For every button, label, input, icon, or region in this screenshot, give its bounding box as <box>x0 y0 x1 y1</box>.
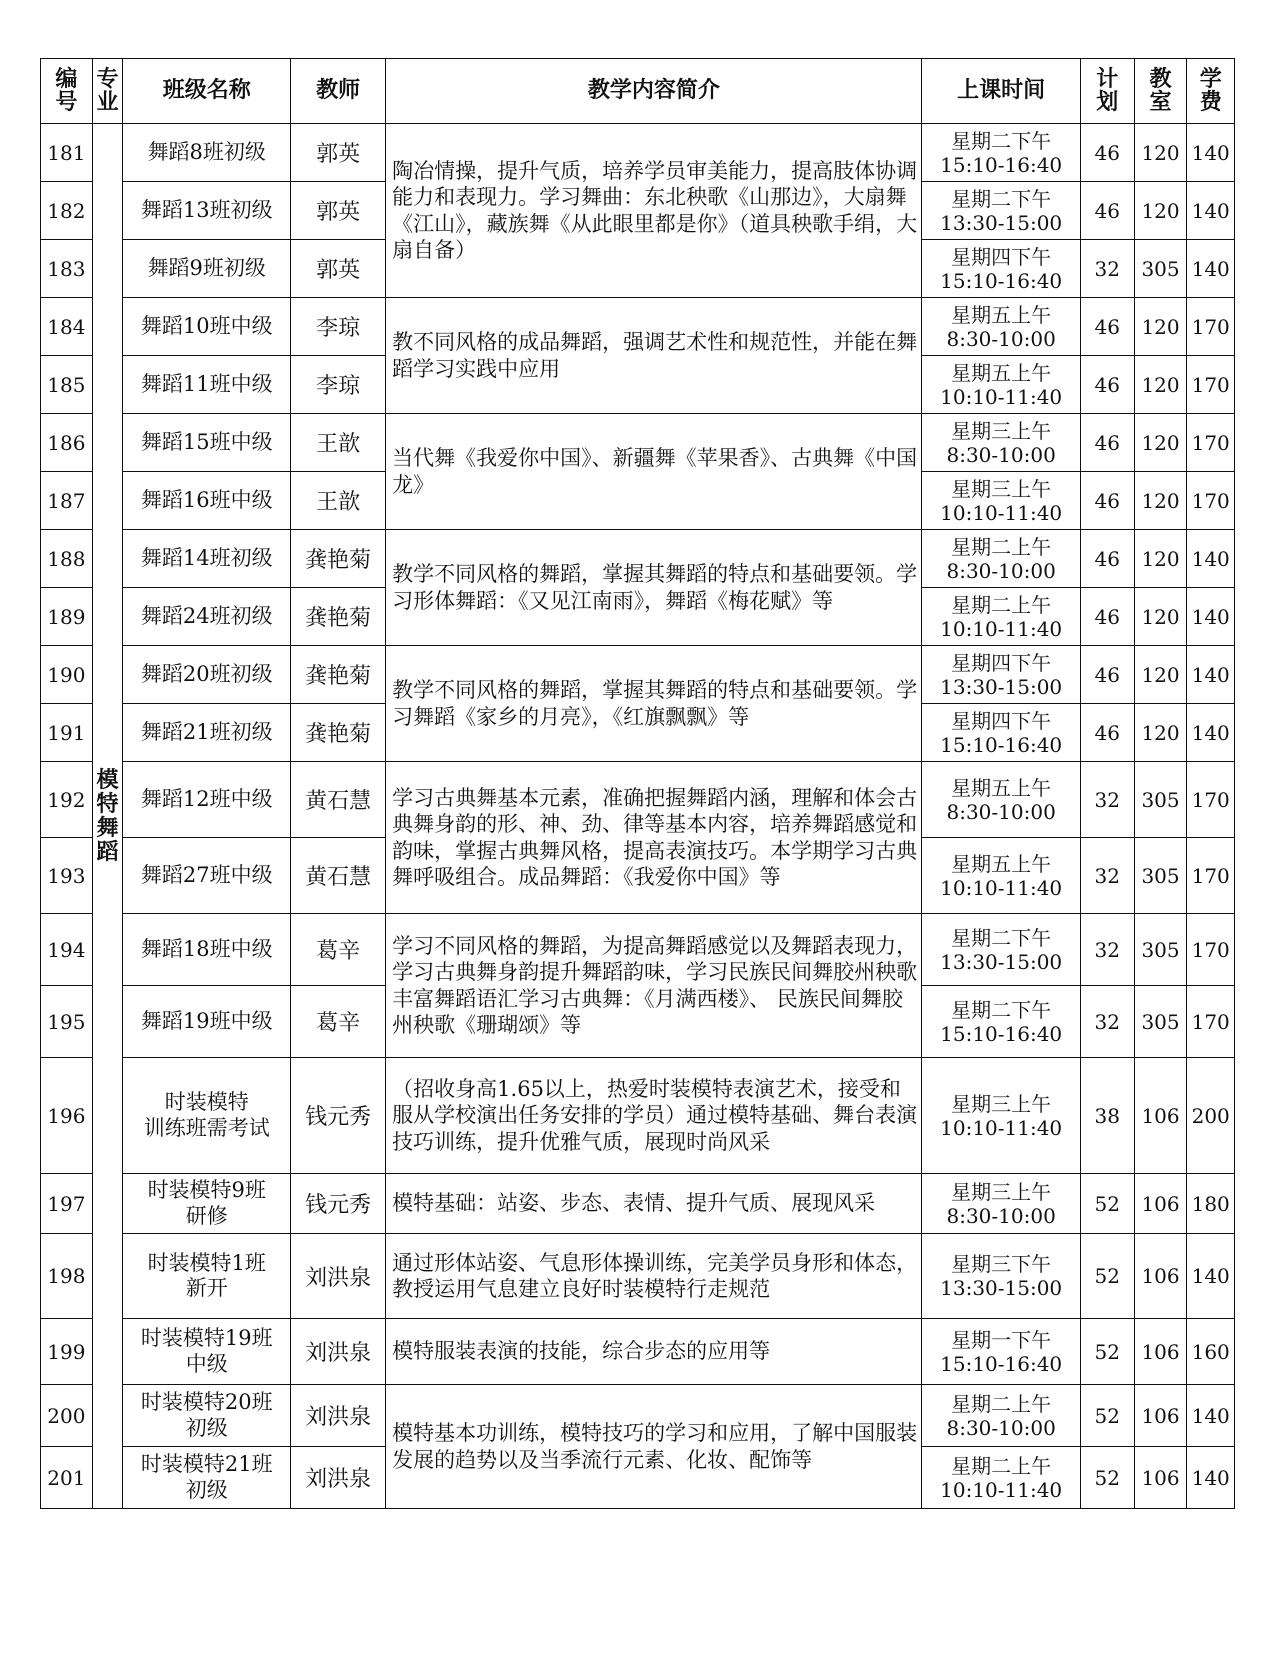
fee: 170 <box>1187 914 1235 986</box>
class-name: 时装模特19班 中级 <box>123 1319 291 1385</box>
fee: 170 <box>1187 838 1235 914</box>
fee: 170 <box>1187 762 1235 838</box>
row-no: 182 <box>41 182 93 240</box>
header-class-name: 班级名称 <box>123 59 291 124</box>
class-name: 舞蹈20班初级 <box>123 646 291 704</box>
row-no: 190 <box>41 646 93 704</box>
plan: 52 <box>1080 1234 1134 1319</box>
fee: 170 <box>1187 356 1235 414</box>
description: 模特基本功训练，模特技巧的学习和应用，了解中国服装发展的趋势以及当季流行元素、化妆、配饰等 <box>386 1385 922 1509</box>
room: 106 <box>1134 1058 1187 1174</box>
table-row <box>41 914 1235 986</box>
header-major: 专业 <box>92 59 123 124</box>
plan: 32 <box>1080 240 1134 298</box>
schedule: 星期二上午 8:30-10:00 <box>922 530 1080 588</box>
plan: 46 <box>1080 530 1134 588</box>
fee: 180 <box>1187 1174 1235 1234</box>
schedule: 星期一下午 15:10-16:40 <box>922 1319 1080 1385</box>
class-name: 舞蹈27班中级 <box>123 838 291 914</box>
schedule: 星期三上午 10:10-11:40 <box>922 1058 1080 1174</box>
class-name: 舞蹈21班初级 <box>123 704 291 762</box>
row-no: 181 <box>41 124 93 182</box>
class-name: 舞蹈9班初级 <box>123 240 291 298</box>
table-row <box>41 1234 1235 1319</box>
table-row <box>41 530 1235 588</box>
room: 120 <box>1134 472 1187 530</box>
table-row <box>41 414 1235 472</box>
row-no: 195 <box>41 986 93 1058</box>
plan: 32 <box>1080 838 1134 914</box>
plan: 46 <box>1080 472 1134 530</box>
class-name: 时装模特20班 初级 <box>123 1385 291 1447</box>
description: 模特基础：站姿、步态、表情、提升气质、展现风采 <box>386 1174 922 1234</box>
row-no: 194 <box>41 914 93 986</box>
fee: 140 <box>1187 646 1235 704</box>
class-name: 舞蹈19班中级 <box>123 986 291 1058</box>
plan: 46 <box>1080 414 1134 472</box>
teacher: 钱元秀 <box>291 1058 386 1174</box>
teacher: 刘洪泉 <box>291 1447 386 1509</box>
table-row <box>41 1319 1235 1385</box>
teacher: 王歆 <box>291 414 386 472</box>
fee: 170 <box>1187 472 1235 530</box>
plan: 32 <box>1080 762 1134 838</box>
teacher: 李琼 <box>291 298 386 356</box>
schedule: 星期四下午 13:30-15:00 <box>922 646 1080 704</box>
plan: 46 <box>1080 588 1134 646</box>
fee: 140 <box>1187 1234 1235 1319</box>
room: 106 <box>1134 1447 1187 1509</box>
plan: 52 <box>1080 1447 1134 1509</box>
class-name: 舞蹈11班中级 <box>123 356 291 414</box>
plan: 32 <box>1080 986 1134 1058</box>
header-fee: 学费 <box>1187 59 1235 124</box>
room: 305 <box>1134 838 1187 914</box>
teacher: 李琼 <box>291 356 386 414</box>
room: 106 <box>1134 1174 1187 1234</box>
schedule: 星期二下午 15:10-16:40 <box>922 986 1080 1058</box>
teacher: 龚艳菊 <box>291 704 386 762</box>
plan: 46 <box>1080 646 1134 704</box>
plan: 46 <box>1080 124 1134 182</box>
schedule: 星期二下午 13:30-15:00 <box>922 914 1080 986</box>
room: 120 <box>1134 124 1187 182</box>
plan: 38 <box>1080 1058 1134 1174</box>
class-name: 舞蹈16班中级 <box>123 472 291 530</box>
teacher: 郭英 <box>291 240 386 298</box>
fee: 140 <box>1187 240 1235 298</box>
schedule: 星期五上午 8:30-10:00 <box>922 298 1080 356</box>
schedule: 星期二下午 13:30-15:00 <box>922 182 1080 240</box>
class-name: 舞蹈13班初级 <box>123 182 291 240</box>
row-no: 187 <box>41 472 93 530</box>
teacher: 郭英 <box>291 182 386 240</box>
description: 当代舞《我爱你中国》、新疆舞《苹果香》、古典舞《中国龙》 <box>386 414 922 530</box>
room: 305 <box>1134 914 1187 986</box>
teacher: 刘洪泉 <box>291 1319 386 1385</box>
teacher: 郭英 <box>291 124 386 182</box>
room: 120 <box>1134 646 1187 704</box>
description: （招收身高1.65以上，热爱时装模特表演艺术，接受和服从学校演出任务安排的学员）通过模特基础、舞台表演技巧训练，提升优雅气质，展现时尚风采 <box>386 1058 922 1174</box>
row-no: 192 <box>41 762 93 838</box>
schedule: 星期三下午 13:30-15:00 <box>922 1234 1080 1319</box>
plan: 46 <box>1080 704 1134 762</box>
row-no: 197 <box>41 1174 93 1234</box>
teacher: 钱元秀 <box>291 1174 386 1234</box>
description: 教学不同风格的舞蹈，掌握其舞蹈的特点和基础要领。学习舞蹈《家乡的月亮》，《红旗飘飘》等 <box>386 646 922 762</box>
room: 120 <box>1134 182 1187 240</box>
schedule: 星期二下午 15:10-16:40 <box>922 124 1080 182</box>
header-content: 教学内容简介 <box>386 59 922 124</box>
schedule: 星期五上午 10:10-11:40 <box>922 356 1080 414</box>
schedule: 星期五上午 8:30-10:00 <box>922 762 1080 838</box>
table-row <box>41 1058 1235 1174</box>
fee: 140 <box>1187 588 1235 646</box>
class-name: 舞蹈18班中级 <box>123 914 291 986</box>
description: 教不同风格的成品舞蹈，强调艺术性和规范性，并能在舞蹈学习实践中应用 <box>386 298 922 414</box>
teacher: 龚艳菊 <box>291 588 386 646</box>
fee: 140 <box>1187 182 1235 240</box>
room: 120 <box>1134 530 1187 588</box>
teacher: 龚艳菊 <box>291 530 386 588</box>
plan: 52 <box>1080 1319 1134 1385</box>
row-no: 191 <box>41 704 93 762</box>
teacher: 龚艳菊 <box>291 646 386 704</box>
plan: 46 <box>1080 182 1134 240</box>
plan: 52 <box>1080 1174 1134 1234</box>
row-no: 189 <box>41 588 93 646</box>
class-name: 舞蹈10班中级 <box>123 298 291 356</box>
description: 陶冶情操，提升气质，培养学员审美能力，提高肢体协调能力和表现力。学习舞曲：东北秧歌《山那边》，大扇舞《江山》，藏族舞《从此眼里都是你》（道具秧歌手绢，大扇自备） <box>386 124 922 298</box>
header-teacher: 教师 <box>291 59 386 124</box>
fee: 140 <box>1187 1447 1235 1509</box>
class-name: 舞蹈12班中级 <box>123 762 291 838</box>
fee: 200 <box>1187 1058 1235 1174</box>
room: 120 <box>1134 356 1187 414</box>
header-time: 上课时间 <box>922 59 1080 124</box>
room: 106 <box>1134 1385 1187 1447</box>
row-no: 193 <box>41 838 93 914</box>
class-name: 时装模特 训练班需考试 <box>123 1058 291 1174</box>
fee: 170 <box>1187 298 1235 356</box>
schedule: 星期三上午 8:30-10:00 <box>922 414 1080 472</box>
room: 305 <box>1134 762 1187 838</box>
description: 教学不同风格的舞蹈，掌握其舞蹈的特点和基础要领。学习形体舞蹈：《又见江南雨》，舞蹈《梅花赋》等 <box>386 530 922 646</box>
class-name: 舞蹈24班初级 <box>123 588 291 646</box>
room: 106 <box>1134 1319 1187 1385</box>
table-row <box>41 298 1235 356</box>
header-room: 教室 <box>1134 59 1187 124</box>
row-no: 200 <box>41 1385 93 1447</box>
room: 106 <box>1134 1234 1187 1319</box>
plan: 46 <box>1080 298 1134 356</box>
teacher: 刘洪泉 <box>291 1234 386 1319</box>
row-no: 198 <box>41 1234 93 1319</box>
description: 通过形体站姿、气息形体操训练，完美学员身形和体态，教授运用气息建立良好时装模特行走规范 <box>386 1234 922 1319</box>
schedule: 星期二上午 10:10-11:40 <box>922 588 1080 646</box>
fee: 140 <box>1187 530 1235 588</box>
class-name: 时装模特1班 新开 <box>123 1234 291 1319</box>
row-no: 184 <box>41 298 93 356</box>
schedule: 星期四下午 15:10-16:40 <box>922 704 1080 762</box>
schedule: 星期二上午 10:10-11:40 <box>922 1447 1080 1509</box>
schedule: 星期四下午 15:10-16:40 <box>922 240 1080 298</box>
header-plan: 计划 <box>1080 59 1134 124</box>
description: 模特服装表演的技能，综合步态的应用等 <box>386 1319 922 1385</box>
plan: 52 <box>1080 1385 1134 1447</box>
class-name: 舞蹈8班初级 <box>123 124 291 182</box>
course-table <box>40 58 1235 1509</box>
table-row <box>41 1385 1235 1447</box>
fee: 140 <box>1187 704 1235 762</box>
fee: 140 <box>1187 124 1235 182</box>
teacher: 王歆 <box>291 472 386 530</box>
room: 120 <box>1134 298 1187 356</box>
row-no: 201 <box>41 1447 93 1509</box>
schedule: 星期五上午 10:10-11:40 <box>922 838 1080 914</box>
fee: 140 <box>1187 1385 1235 1447</box>
room: 120 <box>1134 588 1187 646</box>
room: 305 <box>1134 986 1187 1058</box>
teacher: 黄石慧 <box>291 762 386 838</box>
class-name: 舞蹈15班中级 <box>123 414 291 472</box>
fee: 160 <box>1187 1319 1235 1385</box>
row-no: 196 <box>41 1058 93 1174</box>
plan: 46 <box>1080 356 1134 414</box>
table-row <box>41 762 1235 838</box>
teacher: 葛辛 <box>291 986 386 1058</box>
row-no: 185 <box>41 356 93 414</box>
row-no: 188 <box>41 530 93 588</box>
header-no: 编号 <box>41 59 93 124</box>
schedule: 星期三上午 10:10-11:40 <box>922 472 1080 530</box>
table-row <box>41 1174 1235 1234</box>
row-no: 186 <box>41 414 93 472</box>
description: 学习古典舞基本元素，准确把握舞蹈内涵，理解和体会古典舞身韵的形、神、劲、律等基本内容，培养舞蹈感觉和韵味，掌握古典舞风格，提高表演技巧。本学期学习古典舞呼吸组合。成品舞蹈：《我爱你中国》等 <box>386 762 922 914</box>
row-no: 183 <box>41 240 93 298</box>
header-row <box>41 59 1235 124</box>
class-name: 时装模特9班 研修 <box>123 1174 291 1234</box>
description: 学习不同风格的舞蹈，为提高舞蹈感觉以及舞蹈表现力，学习古典舞身韵提升舞蹈韵味，学习民族民间舞胶州秧歌丰富舞蹈语汇学习古典舞：《月满西楼》、 民族民间舞胶州秧歌《珊瑚颂》等 <box>386 914 922 1058</box>
teacher: 葛辛 <box>291 914 386 986</box>
teacher: 刘洪泉 <box>291 1385 386 1447</box>
room: 120 <box>1134 414 1187 472</box>
schedule: 星期二上午 8:30-10:00 <box>922 1385 1080 1447</box>
room: 120 <box>1134 704 1187 762</box>
teacher: 黄石慧 <box>291 838 386 914</box>
row-no: 199 <box>41 1319 93 1385</box>
plan: 32 <box>1080 914 1134 986</box>
class-name: 时装模特21班 初级 <box>123 1447 291 1509</box>
class-name: 舞蹈14班初级 <box>123 530 291 588</box>
schedule: 星期三上午 8:30-10:00 <box>922 1174 1080 1234</box>
fee: 170 <box>1187 986 1235 1058</box>
table-row <box>41 124 1235 182</box>
fee: 170 <box>1187 414 1235 472</box>
table-row <box>41 646 1235 704</box>
major-cell: 模特舞蹈 <box>92 124 123 1509</box>
room: 305 <box>1134 240 1187 298</box>
